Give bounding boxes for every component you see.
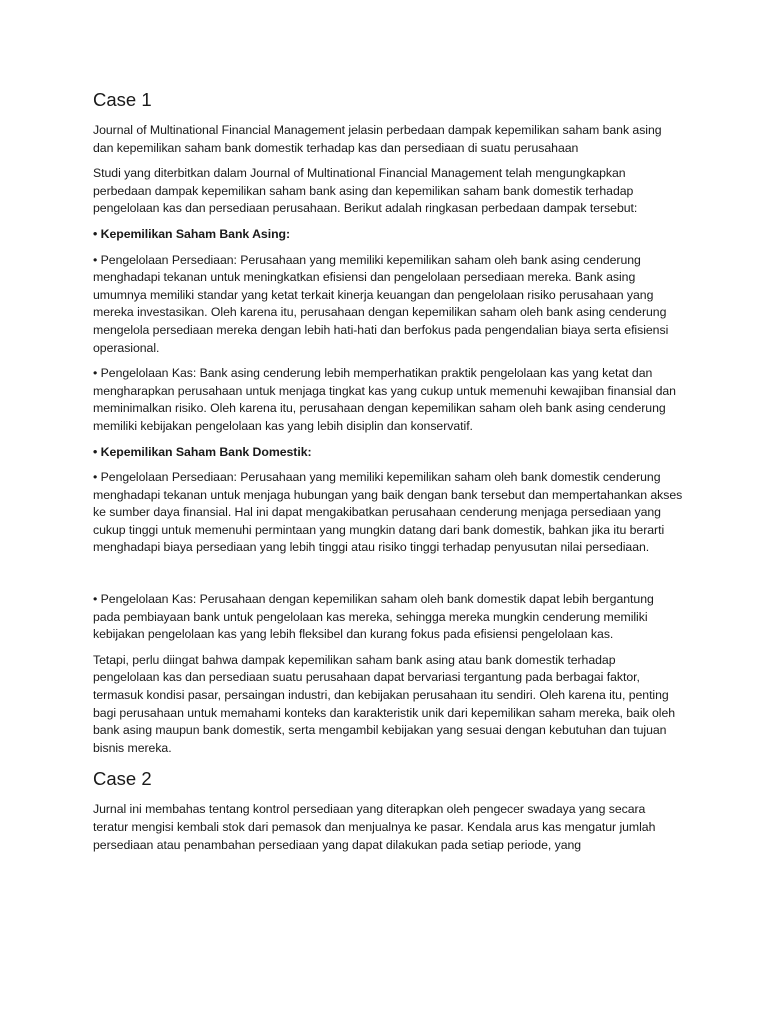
asing-persediaan-paragraph: • Pengelolaan Persediaan: Perusahaan yang memiliki kepemilikan saham oleh bank asing cenderung menghadapi tekanan untuk meningkatkan efisiensi dan pengelolaan persediaan mereka. Bank asing umumnya memiliki standar yang ketat terkait kinerja keuangan dan pengelolaan risiko perusahaan yang mereka investasikan. Oleh karena itu, perusahaan dengan kepemilikan saham oleh bank asing cenderung mengelola persediaan mereka dengan lebih hati-hati dan berfokus pada pengendalian biaya serta efisiensi operasional. (93, 252, 669, 355)
asing-kas-paragraph: • Pengelolaan Kas: Bank asing cenderung lebih memperhatikan praktik pengelolaan kas yang ketat dan mengharapkan perusahaan untuk menjaga tingkat kas yang cukup untuk memenuhi kewajiban finansial dan meminimalkan risiko. Oleh karena itu, perusahaan dengan kepemilikan saham oleh bank asing cenderung memiliki kebijakan pengelolaan kas yang lebih disiplin dan konservatif. (93, 366, 676, 433)
case1-intro: Studi yang diterbitkan dalam Journal of Multinational Financial Management telah mengungkapkan perbedaan dampak kepemilikan saham bank asing dan kepemilikan saham bank domestik terhadap pengelolaan kas dan persediaan perusahaan. Berikut adalah ringkasan perbedaan dampak tersebut: (93, 166, 638, 216)
case1-conclusion: Tetapi, perlu diingat bahwa dampak kepemilikan saham bank asing atau bank domestik terhadap pengelolaan kas dan persediaan suatu perusahaan dapat bervariasi tergantung pada berbagai faktor, termasuk kondisi pasar, persaingan industri, dan kebijakan perusahaan itu sendiri. Oleh karena itu, penting bagi perusahaan untuk memahami konteks dan karakteristik unik dari kepemilikan saham mereka, baik oleh bank asing maupun bank domestik, serta mengambil kebijakan yang sesuai dengan kebutuhan dan tujuan bisnis mereka. (93, 652, 676, 755)
blank-line (93, 565, 683, 591)
section-asing-heading: • Kepemilikan Saham Bank Asing: (93, 226, 291, 241)
section-domestik-heading: • Kepemilikan Saham Bank Domestik: (93, 444, 312, 459)
domestik-persediaan-paragraph: • Pengelolaan Persediaan: Perusahaan yang memiliki kepemilikan saham oleh bank domestik cenderung menghadapi tekanan untuk menjaga hubungan yang baik dengan bank tersebut dan mempertahankan akses ke sumber daya finansial. Hal ini dapat mengakibatkan perusahaan cenderung menjaga persediaan yang cukup tinggi untuk memenuhi permintaan yang mungkin datang dari bank domestik, bahkan jika itu berarti menghadapi biaya persediaan yang lebih tinggi atau risiko tinggi terhadap penyusutan nilai persediaan. (93, 470, 683, 555)
case1-question: Journal of Multinational Financial Management jelasin perbedaan dampak kepemilikan saham bank asing dan kepemilikan saham bank domestik terhadap kas dan persediaan di suatu perusahaan (93, 123, 662, 155)
case2-title: Case 2 (93, 768, 152, 790)
document-page (93, 88, 683, 862)
domestik-kas-paragraph: • Pengelolaan Kas: Perusahaan dengan kepemilikan saham oleh bank domestik dapat lebih bergantung pada pembiayaan bank untuk pengelolaan kas mereka, sehingga mereka mungkin cenderung memiliki kebijakan pengelolaan kas yang lebih fleksibel dan kurang fokus pada efisiensi pengelolaan kas. (93, 592, 654, 642)
case2-paragraph: Jurnal ini membahas tentang kontrol persediaan yang diterapkan oleh pengecer swadaya yang secara teratur mengisi kembali stok dari pemasok dan menjualnya ke pasar. Kendala arus kas mengatur jumlah persediaan atau penambahan persediaan yang dapat dilakukan pada setiap periode, yang (93, 802, 656, 852)
case1-title: Case 1 (93, 89, 152, 110)
